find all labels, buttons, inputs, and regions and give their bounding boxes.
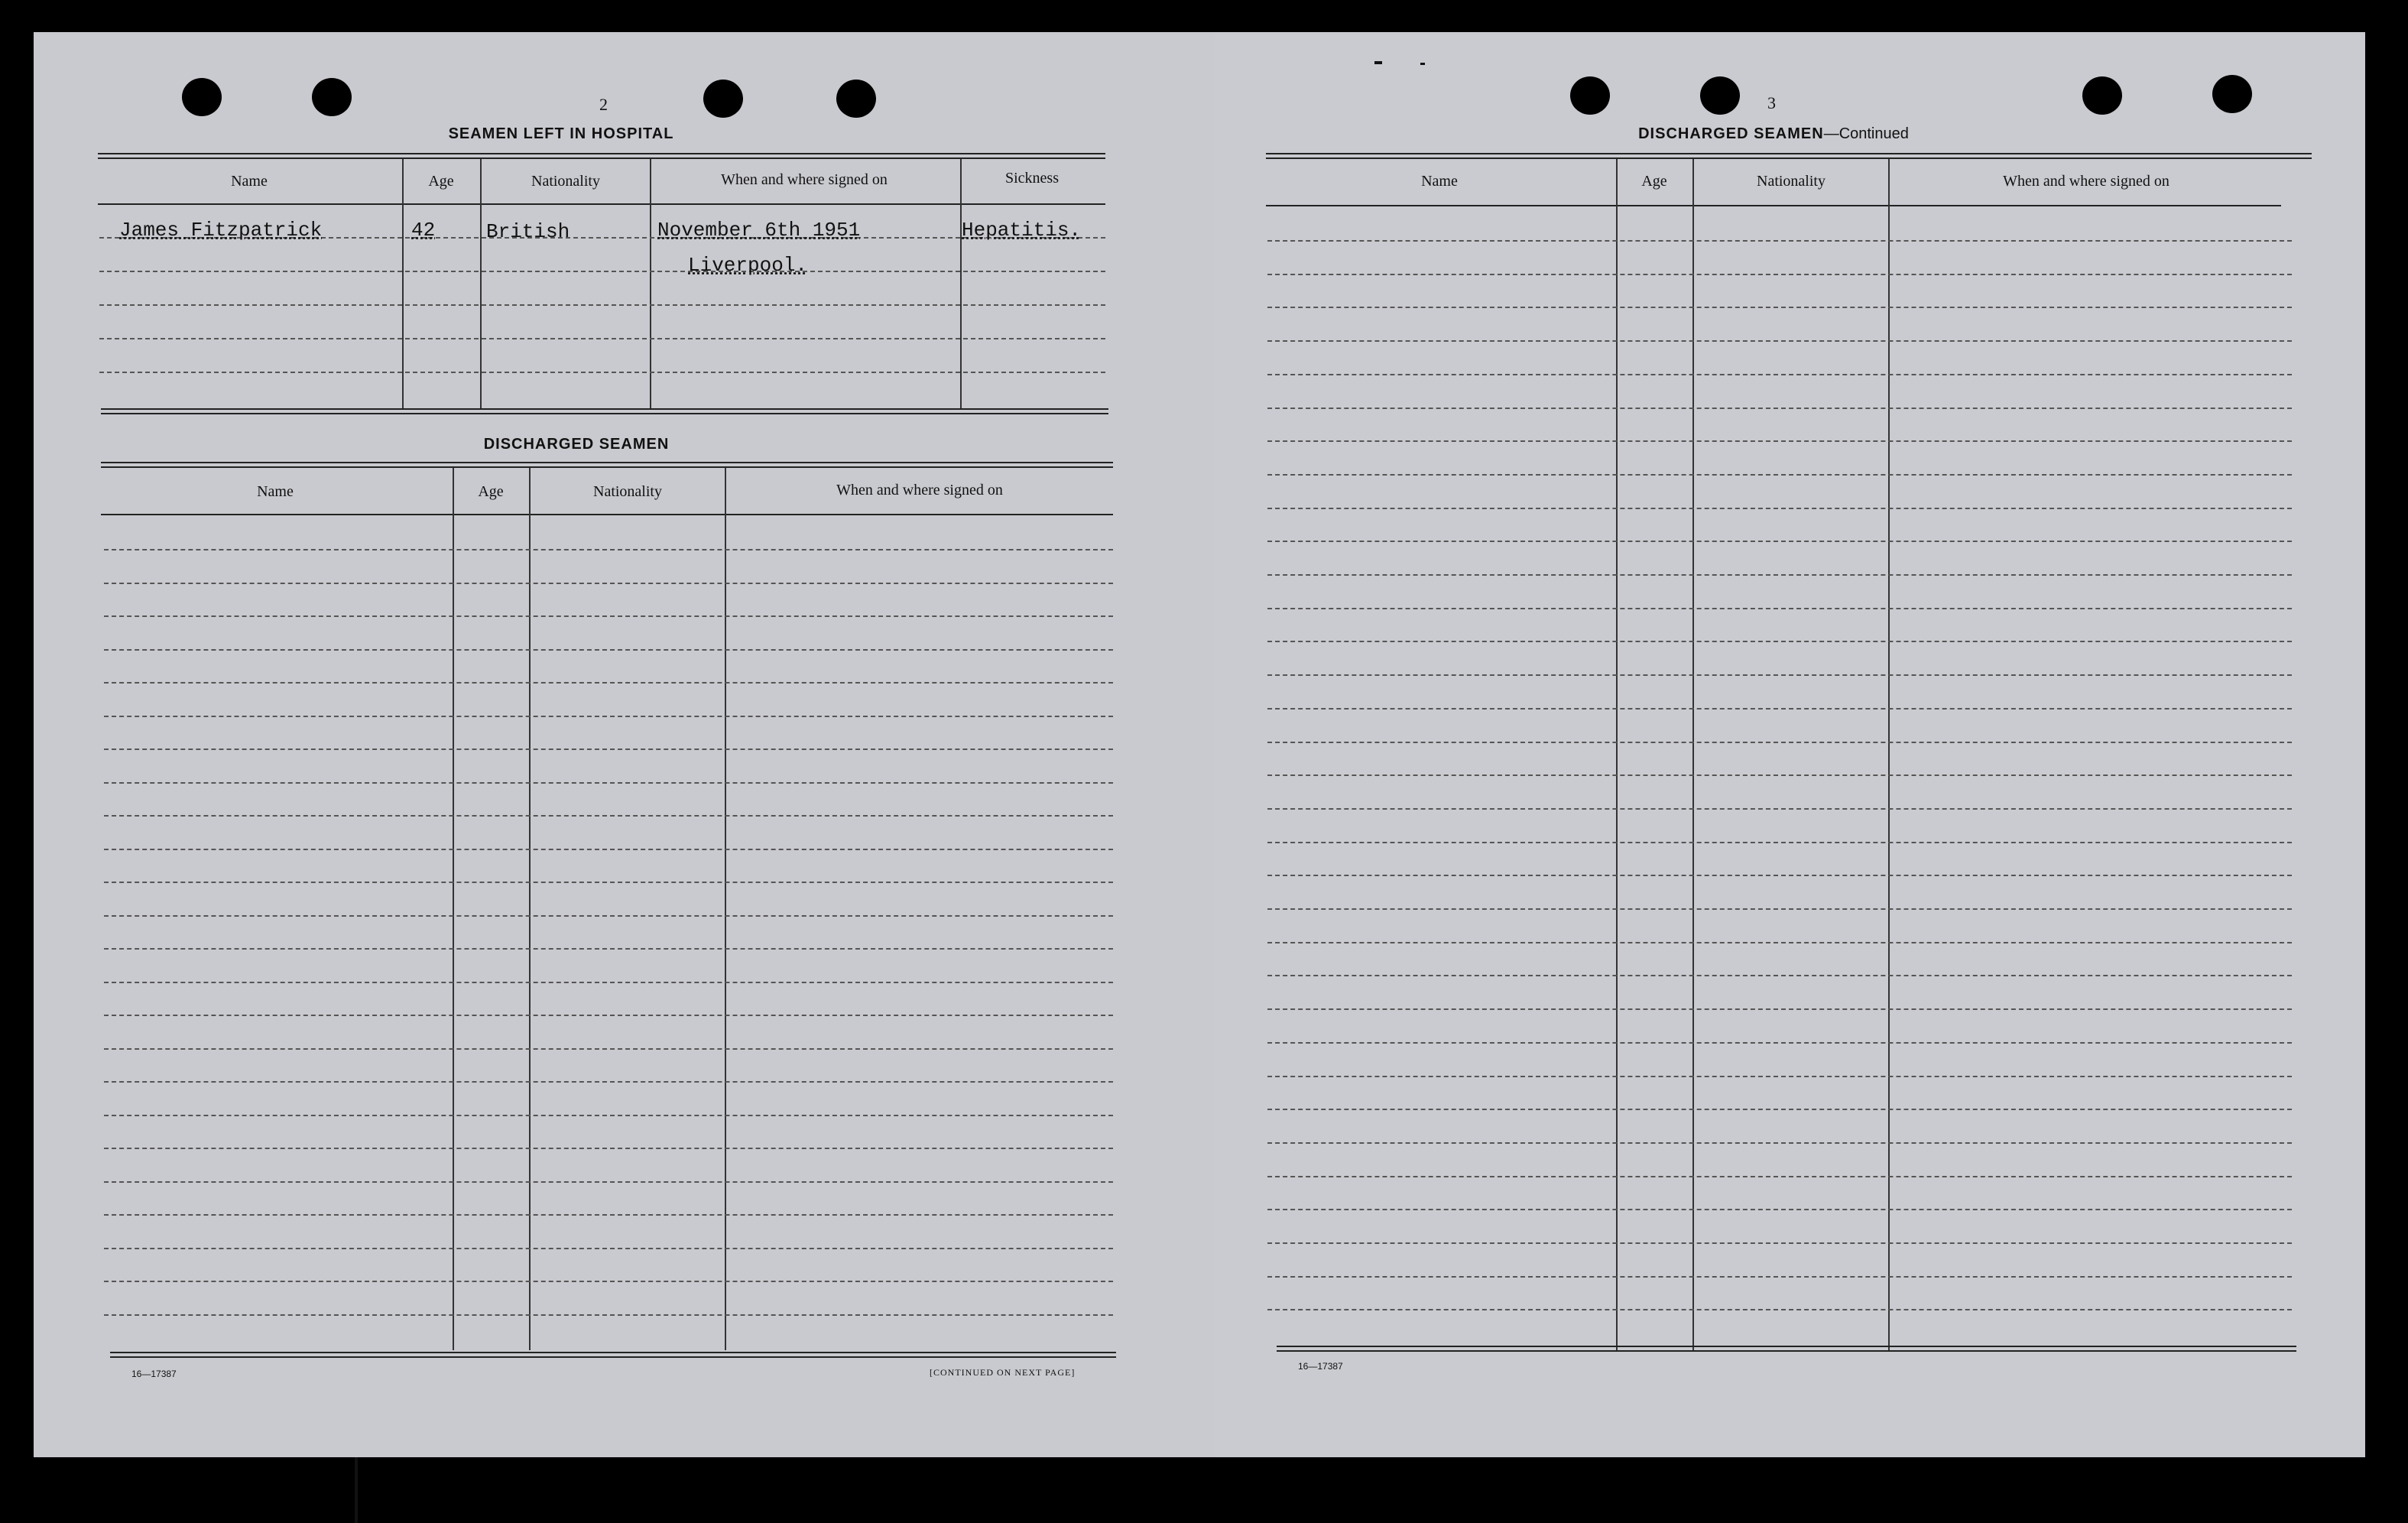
dotted-row-line bbox=[104, 1248, 1113, 1249]
dotted-row-line bbox=[1267, 608, 2292, 609]
column-header-nationality: Nationality bbox=[1757, 173, 1825, 190]
dotted-row-line bbox=[1267, 240, 2292, 242]
dotted-row-line bbox=[1267, 808, 2292, 810]
dotted-row-line bbox=[1267, 340, 2292, 342]
dotted-row-line bbox=[1267, 474, 2292, 476]
column-header-sickness: Sickness bbox=[1005, 170, 1059, 187]
column-header-name: Name bbox=[231, 173, 268, 190]
section-title-suffix: —Continued bbox=[1823, 125, 1909, 142]
dotted-row-line bbox=[104, 1148, 1113, 1149]
dotted-row-line bbox=[1267, 742, 2292, 743]
dotted-row-line bbox=[1267, 307, 2292, 308]
dotted-row-line bbox=[1267, 641, 2292, 642]
dotted-row-line bbox=[99, 338, 1105, 339]
dotted-row-line bbox=[1267, 1276, 2292, 1278]
dotted-row-line bbox=[1267, 541, 2292, 542]
column-divider bbox=[529, 468, 531, 1350]
dotted-row-line bbox=[1267, 1076, 2292, 1077]
column-header-nationality: Nationality bbox=[593, 483, 662, 500]
punch-hole bbox=[2082, 76, 2122, 115]
table-top-rule bbox=[101, 462, 1113, 468]
dotted-row-line bbox=[1267, 1008, 2292, 1010]
form-number: 16—17387 bbox=[1298, 1361, 1343, 1372]
hospital-section-title: SEAMEN LEFT IN HOSPITAL bbox=[448, 125, 674, 142]
dotted-row-line bbox=[1267, 975, 2292, 976]
dotted-row-line bbox=[1267, 674, 2292, 676]
dotted-row-line bbox=[104, 583, 1113, 584]
paper-speck bbox=[1374, 61, 1382, 64]
column-header-name: Name bbox=[1421, 173, 1458, 190]
column-divider bbox=[453, 468, 454, 1350]
table-bottom-rule bbox=[110, 1352, 1116, 1358]
dotted-row-line bbox=[1267, 274, 2292, 275]
dotted-row-line bbox=[1267, 842, 2292, 843]
header-bottom-rule bbox=[101, 514, 1113, 515]
dotted-row-line bbox=[1267, 1176, 2292, 1177]
dotted-row-line bbox=[104, 882, 1113, 883]
dotted-row-line bbox=[1267, 1309, 2292, 1310]
dotted-row-line bbox=[1267, 942, 2292, 943]
dotted-row-line bbox=[104, 682, 1113, 684]
entry-signed-on-place: Liverpool. bbox=[688, 254, 808, 277]
dotted-row-line bbox=[1267, 1042, 2292, 1044]
dotted-row-line bbox=[104, 1115, 1113, 1116]
dotted-row-line bbox=[104, 749, 1113, 750]
dotted-row-line bbox=[104, 782, 1113, 784]
column-header-name: Name bbox=[257, 483, 294, 500]
entry-age: 42 bbox=[411, 219, 436, 242]
column-divider bbox=[1692, 159, 1694, 1350]
dotted-row-line bbox=[104, 982, 1113, 983]
column-header-signed-on: When and where signed on bbox=[2003, 173, 2169, 190]
header-bottom-rule bbox=[1266, 205, 2281, 206]
dotted-row-line bbox=[1267, 374, 2292, 375]
left-page bbox=[34, 32, 1246, 1457]
column-header-age: Age bbox=[428, 173, 454, 190]
entry-sickness: Hepatitis. bbox=[962, 219, 1082, 242]
page-number: 3 bbox=[1767, 93, 1776, 112]
dotted-row-line bbox=[104, 1015, 1113, 1016]
dotted-row-line bbox=[1267, 1209, 2292, 1210]
dotted-row-line bbox=[104, 615, 1113, 617]
dotted-row-line bbox=[1267, 1242, 2292, 1244]
dotted-row-line bbox=[104, 815, 1113, 817]
continued-note: [CONTINUED ON NEXT PAGE] bbox=[930, 1367, 1076, 1378]
punch-hole bbox=[703, 80, 743, 118]
entry-signed-on-date: November 6th 1951 bbox=[657, 219, 861, 242]
punch-hole bbox=[1700, 76, 1740, 115]
dotted-row-line bbox=[99, 271, 1105, 272]
table-top-rule bbox=[1266, 153, 2312, 159]
dotted-row-line bbox=[104, 549, 1113, 550]
dotted-row-line bbox=[104, 649, 1113, 651]
page-number: 2 bbox=[599, 95, 608, 114]
header-bottom-rule bbox=[98, 203, 1105, 205]
dotted-row-line bbox=[1267, 708, 2292, 710]
dotted-row-line bbox=[1267, 1142, 2292, 1144]
column-header-signed-on: When and where signed on bbox=[836, 482, 1003, 498]
punch-hole bbox=[2212, 75, 2252, 113]
dotted-row-line bbox=[104, 948, 1113, 950]
column-header-nationality: Nationality bbox=[531, 173, 600, 190]
dotted-row-line bbox=[104, 716, 1113, 717]
dotted-row-line bbox=[1267, 908, 2292, 910]
column-divider bbox=[1888, 159, 1890, 1350]
continued-section-title bbox=[1552, 125, 1995, 143]
dotted-row-line bbox=[1267, 508, 2292, 509]
dotted-row-line bbox=[104, 1048, 1113, 1050]
table-bottom-rule bbox=[101, 408, 1108, 414]
table-bottom-rule bbox=[1277, 1346, 2296, 1352]
dotted-row-line bbox=[1267, 574, 2292, 576]
dotted-row-line bbox=[1267, 440, 2292, 442]
dotted-row-line bbox=[104, 849, 1113, 850]
punch-hole bbox=[1570, 76, 1610, 115]
punch-hole bbox=[312, 78, 352, 116]
column-divider bbox=[725, 468, 726, 1350]
dotted-row-line bbox=[1267, 1109, 2292, 1110]
entry-nationality: British bbox=[486, 220, 570, 243]
punch-hole bbox=[836, 80, 876, 118]
column-header-age: Age bbox=[478, 483, 504, 500]
dotted-row-line bbox=[104, 1281, 1113, 1282]
dotted-row-line bbox=[1267, 774, 2292, 776]
punch-hole bbox=[182, 78, 222, 116]
dotted-row-line bbox=[104, 1181, 1113, 1183]
table-top-rule bbox=[98, 153, 1105, 159]
paper-speck bbox=[1420, 63, 1425, 65]
discharged-section-title: DISCHARGED SEAMEN bbox=[483, 436, 670, 453]
dotted-row-line bbox=[104, 1081, 1113, 1083]
entry-name: James Fitzpatrick bbox=[119, 219, 323, 242]
edge-mark bbox=[355, 1457, 358, 1523]
column-header-signed-on: When and where signed on bbox=[721, 171, 888, 188]
dotted-row-line bbox=[104, 1214, 1113, 1216]
column-divider bbox=[1616, 159, 1618, 1350]
right-page bbox=[1215, 32, 2365, 1457]
dotted-row-line bbox=[104, 1314, 1113, 1316]
dotted-row-line bbox=[104, 915, 1113, 917]
column-header-age: Age bbox=[1641, 173, 1667, 190]
dotted-row-line bbox=[99, 304, 1105, 306]
dotted-row-line bbox=[99, 372, 1105, 373]
dotted-row-line bbox=[1267, 875, 2292, 876]
dotted-row-line bbox=[1267, 408, 2292, 409]
form-number: 16—17387 bbox=[131, 1369, 177, 1379]
section-title-text: DISCHARGED SEAMEN bbox=[1638, 125, 1824, 142]
